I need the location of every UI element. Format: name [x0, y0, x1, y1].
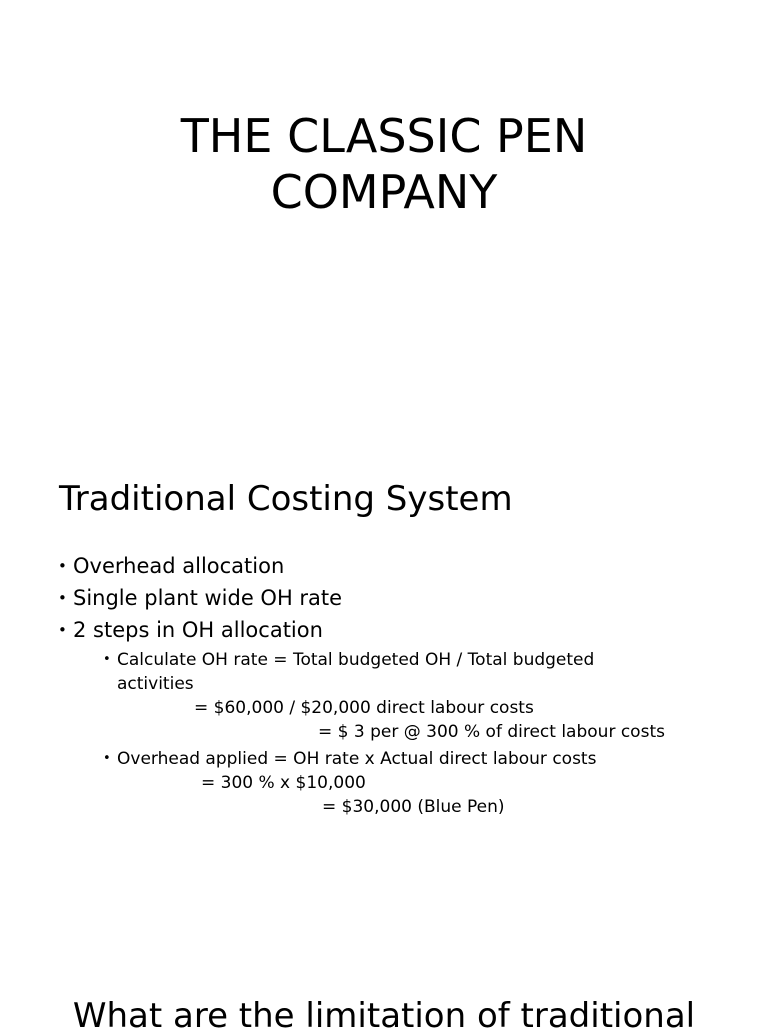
- sub-bullet-line: = $60,000 / $20,000 direct labour costs: [194, 698, 534, 718]
- bullet-text: 2 steps in OH allocation: [73, 618, 323, 642]
- bullet-item: [58, 614, 758, 819]
- sub-bullet-line: Overhead applied = OH rate x Actual direct labour costs: [117, 749, 597, 769]
- sub-bullet-item: [103, 747, 758, 819]
- bullet-text: Single plant wide OH rate: [73, 586, 343, 610]
- sub-bullet-line: activities: [117, 674, 194, 694]
- bullet-item: [58, 550, 758, 582]
- bullet-list: [58, 550, 758, 822]
- sub-bullet-line: Calculate OH rate = Total budgeted OH / Total budgeted: [117, 650, 595, 670]
- slide-heading: Traditional Costing System: [59, 479, 513, 519]
- slide-title-line-1: THE CLASSIC PEN: [180, 109, 588, 163]
- sub-bullet-icon: •: [103, 751, 111, 766]
- bullet-item: [58, 582, 758, 614]
- sub-bullet-item: [103, 648, 758, 744]
- sub-bullet-list: [73, 648, 758, 819]
- bullet-icon: •: [58, 589, 67, 607]
- sub-bullet-icon: •: [103, 652, 111, 667]
- bullet-text: Overhead allocation: [73, 554, 285, 578]
- sub-bullet-line: = $30,000 (Blue Pen): [322, 797, 505, 817]
- sub-bullet-line: = $ 3 per @ 300 % of direct labour costs: [318, 722, 665, 742]
- next-slide-title: What are the limitation of traditional: [72, 996, 696, 1036]
- slide-title-line-2: COMPANY: [270, 165, 498, 219]
- sub-bullet-line: = 300 % x $10,000: [201, 773, 366, 793]
- bullet-icon: •: [58, 557, 67, 575]
- bullet-icon: •: [58, 621, 67, 639]
